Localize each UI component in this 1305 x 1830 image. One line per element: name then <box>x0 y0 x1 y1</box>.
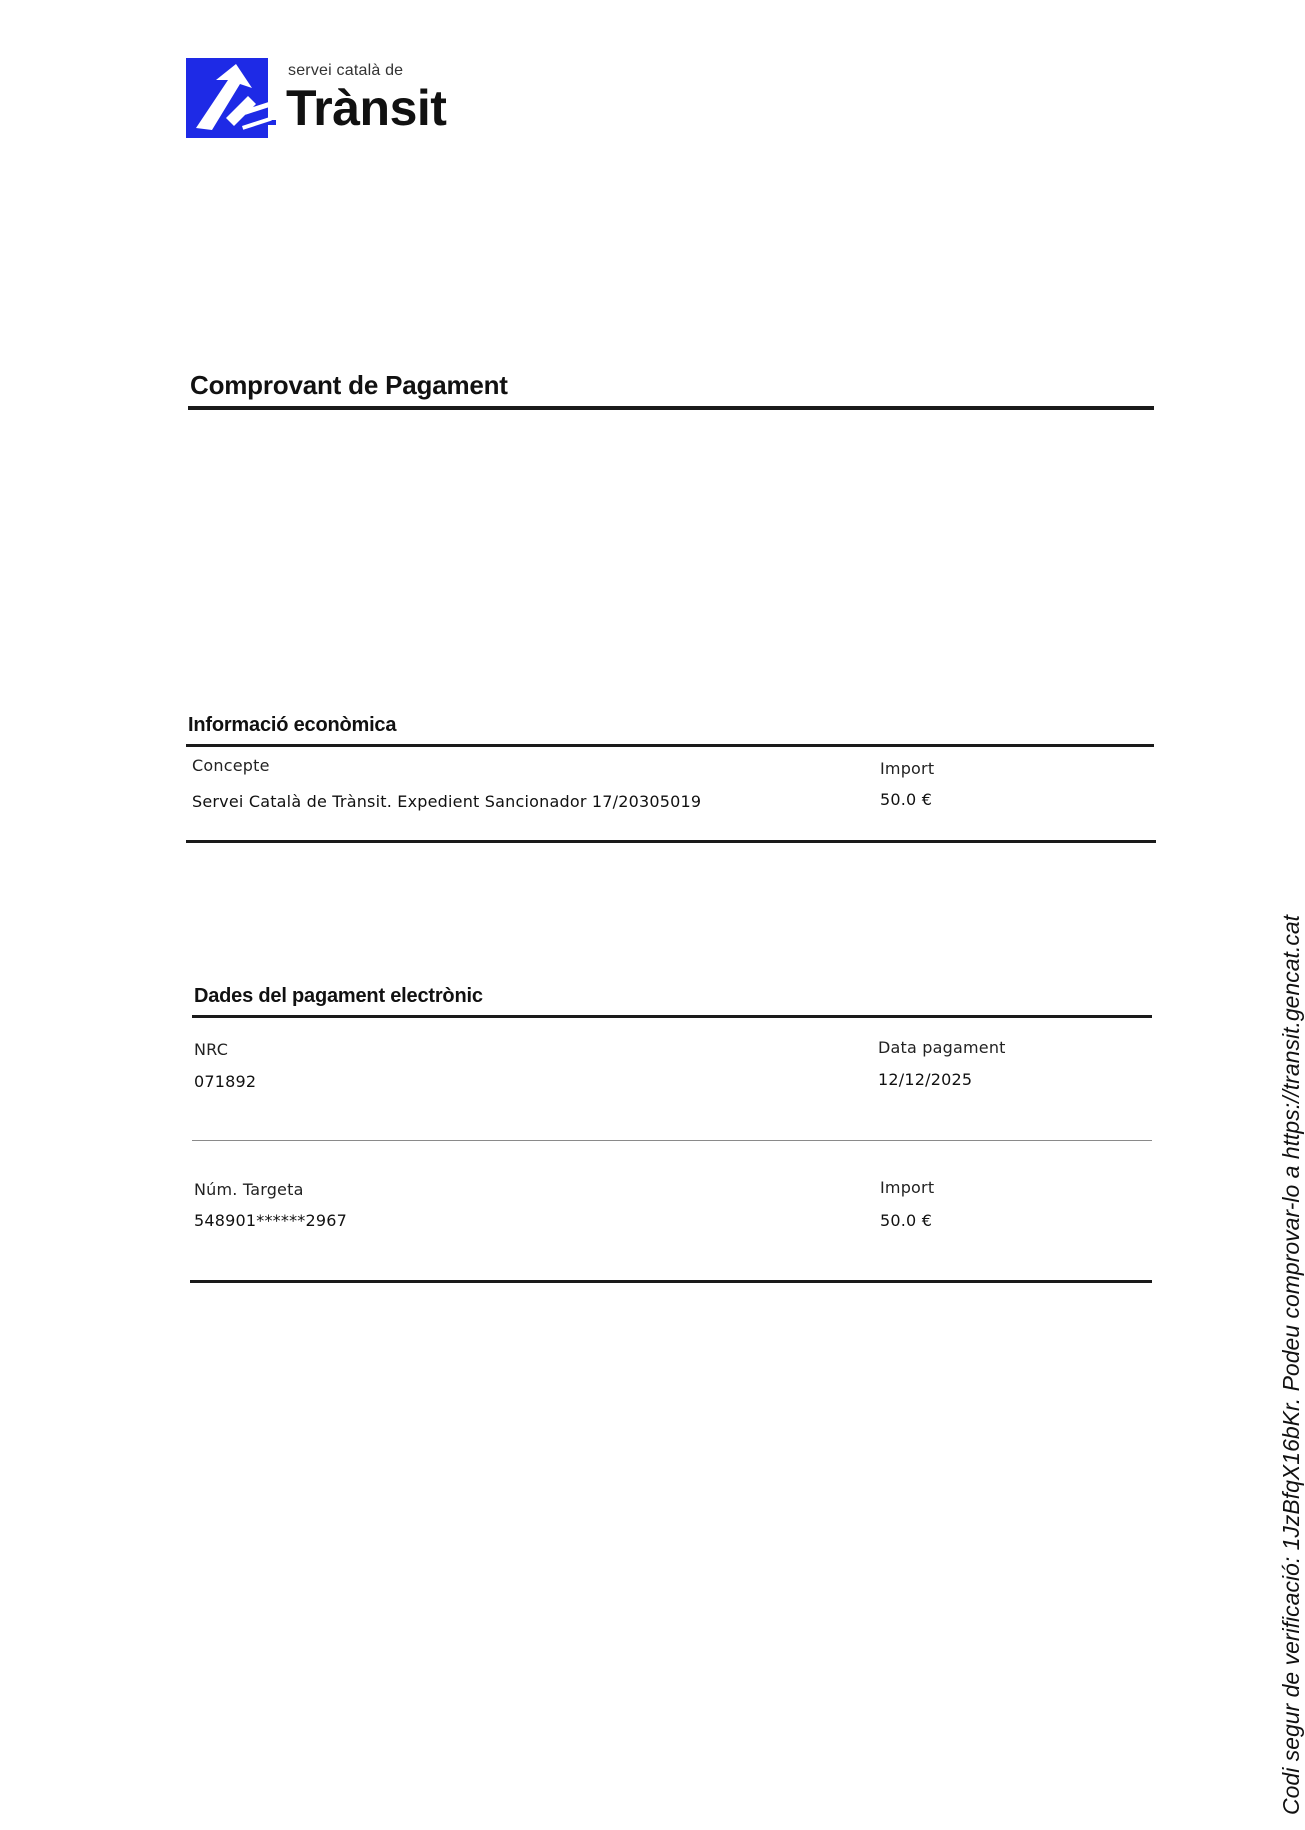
payment-top-rule <box>192 1015 1152 1018</box>
payment-amount-value: 50.0 € <box>880 1211 933 1230</box>
logo-subtitle: servei català de <box>288 62 404 79</box>
payment-bottom-rule <box>190 1280 1152 1283</box>
economic-info-top-rule <box>186 744 1154 747</box>
economic-amount-value: 50.0 € <box>880 790 933 809</box>
nrc-value: 071892 <box>194 1072 257 1091</box>
economic-amount-label: Import <box>880 759 935 778</box>
payment-amount-label: Import <box>880 1178 935 1197</box>
document-title: Comprovant de Pagament <box>190 370 508 400</box>
concept-value: Servei Català de Trànsit. Expedient Sancionador 17/20305019 <box>192 792 702 811</box>
verification-code-text: Codi segur de verificació: 1JzBfqX16bKr. Podeu comprovar-lo a https://transit.gencat.cat <box>1278 914 1304 1815</box>
card-number-label: Núm. Targeta <box>194 1180 304 1199</box>
card-number-value: 548901******2967 <box>194 1211 347 1230</box>
date-value: 12/12/2025 <box>878 1070 973 1089</box>
title-rule <box>188 406 1154 410</box>
transit-logo <box>186 58 486 142</box>
economic-info-bottom-rule <box>186 840 1156 843</box>
date-label: Data pagament <box>878 1038 1006 1057</box>
nrc-label: NRC <box>194 1040 229 1059</box>
payment-title: Dades del pagament electrònic <box>194 985 483 1007</box>
logo-name: Trànsit <box>286 80 447 136</box>
economic-info-title: Informació econòmica <box>188 714 397 736</box>
payment-divider <box>192 1140 1152 1141</box>
concept-label: Concepte <box>192 756 270 775</box>
transit-logo-icon <box>186 58 278 138</box>
